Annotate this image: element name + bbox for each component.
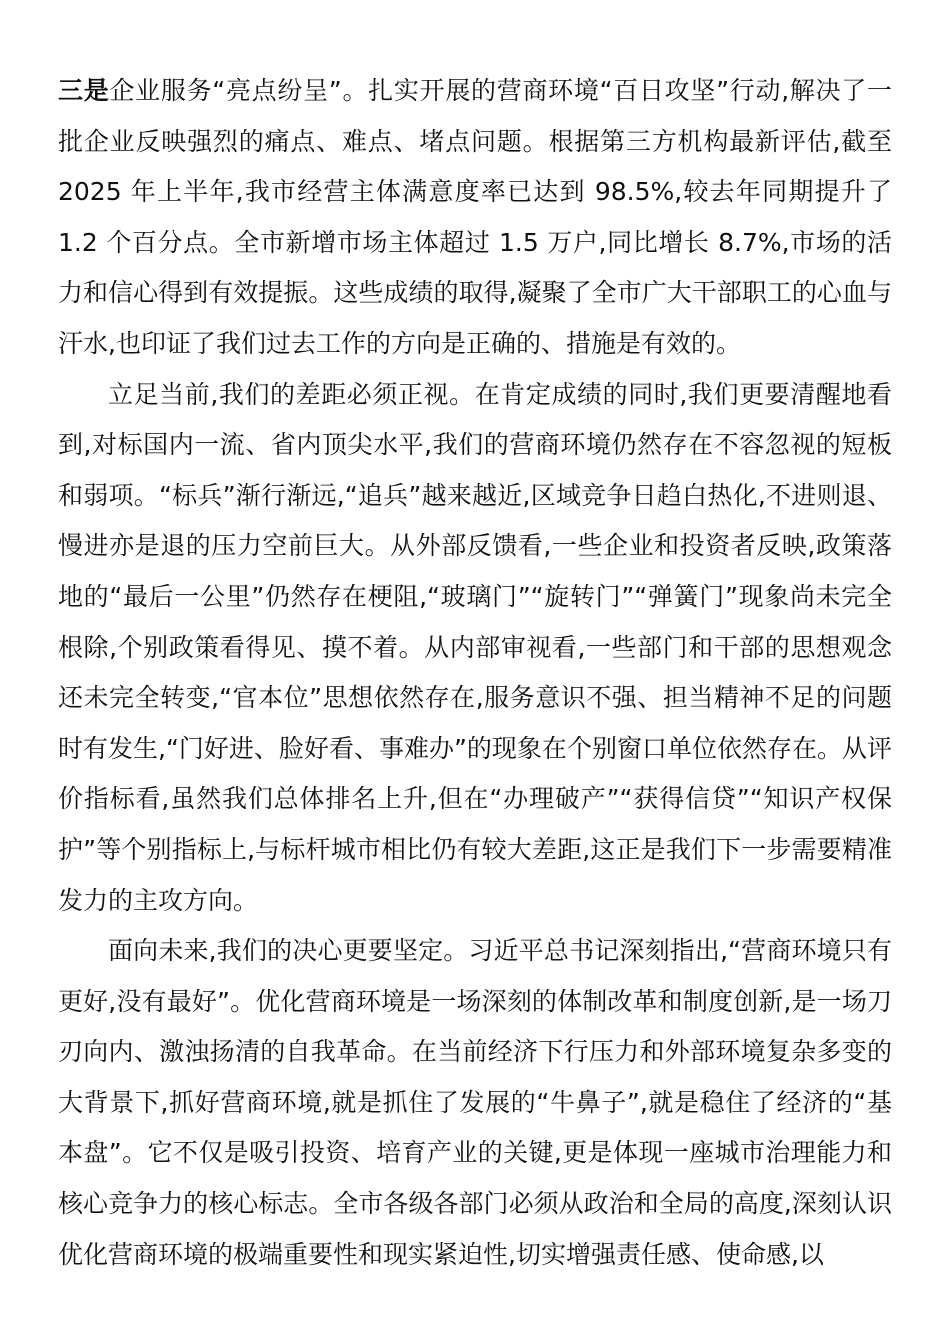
paragraph-future: 面向未来,我们的决心更要坚定。习近平总书记深刻指出,“营商环境只有更好,没有最好”。优化营商环境是一场深刻的体制改革和制度创新,是一场刀刃向内、激浊扬清的自我革命。在当前经济下行压力和外部环境复杂多变的大背景下,抓好营商环境,就是抓住了发展的“牛鼻子”,就是稳住了经济的“基本盘”。它不仅是吸引投资、培育产业的关键,更是体现一座城市治理能力和核心竞争力的核心标志。全市各级各部门必须从政治和全局的高度,深刻认识优化营商环境的极端重要性和现实紧迫性,切实增强责任感、使命感,以 — [58, 936, 892, 1269]
paragraph-gaps: 立足当前,我们的差距必须正视。在肯定成绩的同时,我们更要清醒地看到,对标国内一流、省内顶尖水平,我们的营商环境仍然存在不容忽视的短板和弱项。“标兵”渐行渐远,“追兵”越来越近,区域竞争日趋白热化,不进则退、慢进亦是退的压力空前巨大。从外部反馈看,一些企业和投资者反映,政策落地的“最后一公里”仍然存在梗阻,“玻璃门”“旋转门”“弹簧门”现象尚未完全根除,个别政策看得见、摸不着。从内部审视看,一些部门和干部的思想观念还未完全转变,“官本位”思想依然存在,服务意识不强、担当精神不足的问题时有发生,“门好进、脸好看、事难办”的现象在个别窗口单位依然存在。从评价指标看,虽然我们总体排名上升,但在“办理破产”“获得信贷”“知识产权保护”等个别指标上,与标杆城市相比仍有较大差距,这正是我们下一步需要精准发力的主攻方向。 — [58, 379, 892, 915]
document-page — [58, 66, 892, 1280]
paragraph-achievements — [58, 66, 892, 370]
paragraph-text: 企业服务“亮点纷呈”。扎实开展的营商环境“百日攻坚”行动,解决了一批企业反映强烈的痛点、难点、堵点问题。根据第三方机构最新评估,截至 2025 年上半年,我市经营主体满意度率已达到 98.5%,较去年同期提升了 1.2 个百分点。全市新增市场主体超过 1.5 万户,同比增长 8.7%,市场的活力和信心得到有效提振。这些成绩的取得,凝聚了全市广大干部职工的心血与汗水,也印证了我们过去工作的方向是正确的、措施是有效的。 — [58, 76, 892, 358]
paragraph-lead: 三是 — [58, 76, 110, 105]
